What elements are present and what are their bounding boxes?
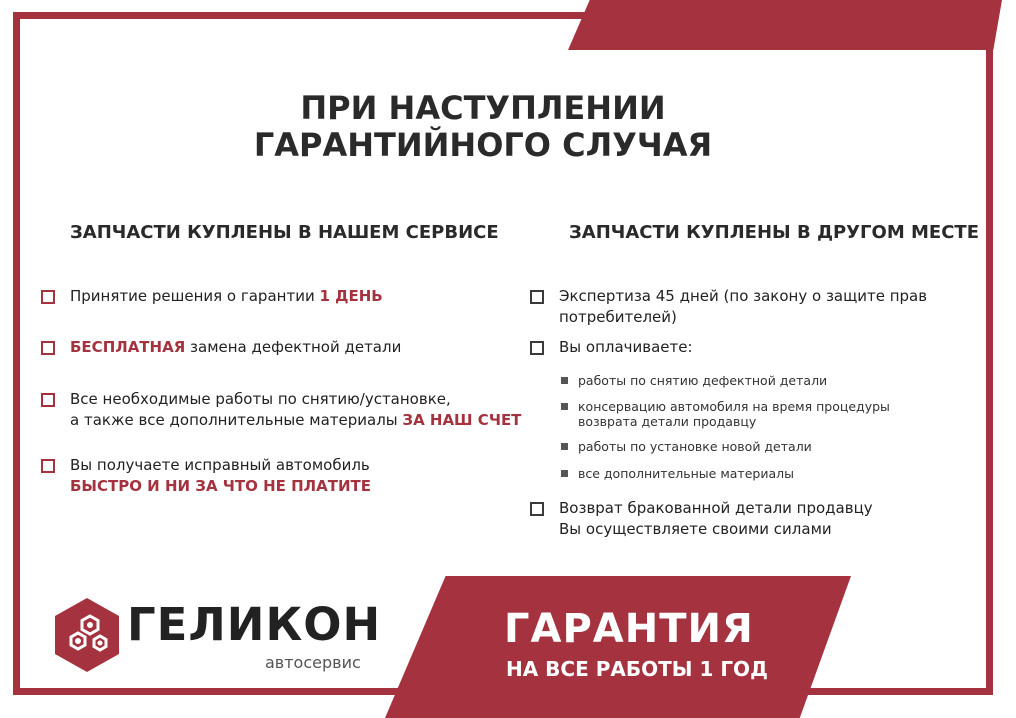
sub-item-materials (578, 466, 794, 481)
bullet-square-icon (561, 443, 568, 450)
checkbox-icon (41, 290, 55, 304)
sub-item-installation (578, 439, 812, 454)
right-item-expertise-line-2: потребителей) (559, 308, 677, 326)
brand-subtitle: автосервис (265, 653, 361, 672)
left-item-free-replacement (70, 337, 401, 358)
title-line-2: ГАРАНТИЙНОГО СЛУЧАЯ (253, 126, 713, 164)
left-item-free-text: замена дефектной детали (185, 338, 402, 356)
left-item-car (70, 455, 371, 497)
checkbox-icon (41, 393, 55, 407)
left-item-decision (70, 286, 383, 307)
warranty-title: ГАРАНТИЯ (504, 606, 754, 652)
sub-item-materials-text: все дополнительные материалы (578, 466, 794, 481)
sub-item-conservation-line-2: возврата детали продавцу (578, 414, 757, 429)
hexagon-logo-icon (52, 596, 122, 676)
left-item-works-line-1: Все необходимые работы по снятию/установке, (70, 390, 451, 408)
brand-logo (52, 596, 382, 676)
right-item-return (559, 498, 873, 540)
warranty-subtitle: НА ВСЕ РАБОТЫ 1 ГОД (506, 657, 768, 681)
left-item-works-line-2: а также все дополнительные материалы (70, 411, 403, 429)
checkbox-icon (530, 502, 544, 516)
checkbox-icon (41, 459, 55, 473)
right-column-heading: ЗАПЧАСТИ КУПЛЕНЫ В ДРУГОМ МЕСТЕ (569, 222, 979, 243)
sub-item-installation-text: работы по установке новой детали (578, 439, 812, 454)
right-item-return-line-2: Вы осуществляете своими силами (559, 520, 832, 538)
left-column-heading: ЗАПЧАСТИ КУПЛЕНЫ В НАШЕМ СЕРВИСЕ (70, 222, 499, 243)
left-item-decision-text: Принятие решения о гарантии (70, 287, 320, 305)
left-item-works-highlight: ЗА НАШ СЧЕТ (402, 411, 522, 429)
left-item-free-highlight: БЕСПЛАТНАЯ (70, 338, 186, 356)
checkbox-icon (530, 290, 544, 304)
sub-item-removal-text: работы по снятию дефектной детали (578, 373, 828, 388)
left-item-car-highlight: БЫСТРО И НИ ЗА ЧТО НЕ ПЛАТИТЕ (70, 477, 372, 495)
right-item-you-pay (559, 337, 693, 358)
page-title (200, 90, 766, 164)
brand-name: ГЕЛИКОН (127, 598, 382, 651)
right-item-expertise (559, 286, 927, 328)
bullet-square-icon (561, 470, 568, 477)
right-item-return-line-1: Возврат бракованной детали продавцу (559, 499, 873, 517)
sub-item-conservation (578, 399, 890, 429)
right-item-expertise-line-1: Экспертиза 45 дней (по закону о защите прав (559, 287, 928, 305)
sub-item-conservation-line-1: консервацию автомобиля на время процедуры (578, 399, 890, 414)
title-line-1: ПРИ НАСТУПЛЕНИИ (300, 89, 666, 127)
corner-accent-band (568, 0, 1002, 50)
bullet-square-icon (561, 403, 568, 410)
checkbox-icon (41, 341, 55, 355)
left-item-works (70, 389, 521, 431)
right-item-you-pay-text: Вы оплачиваете: (559, 338, 693, 356)
sub-item-removal (578, 373, 827, 388)
left-item-decision-highlight: 1 ДЕНЬ (319, 287, 383, 305)
left-item-car-line-1: Вы получаете исправный автомобиль (70, 456, 370, 474)
checkbox-icon (530, 341, 544, 355)
bullet-square-icon (561, 377, 568, 384)
